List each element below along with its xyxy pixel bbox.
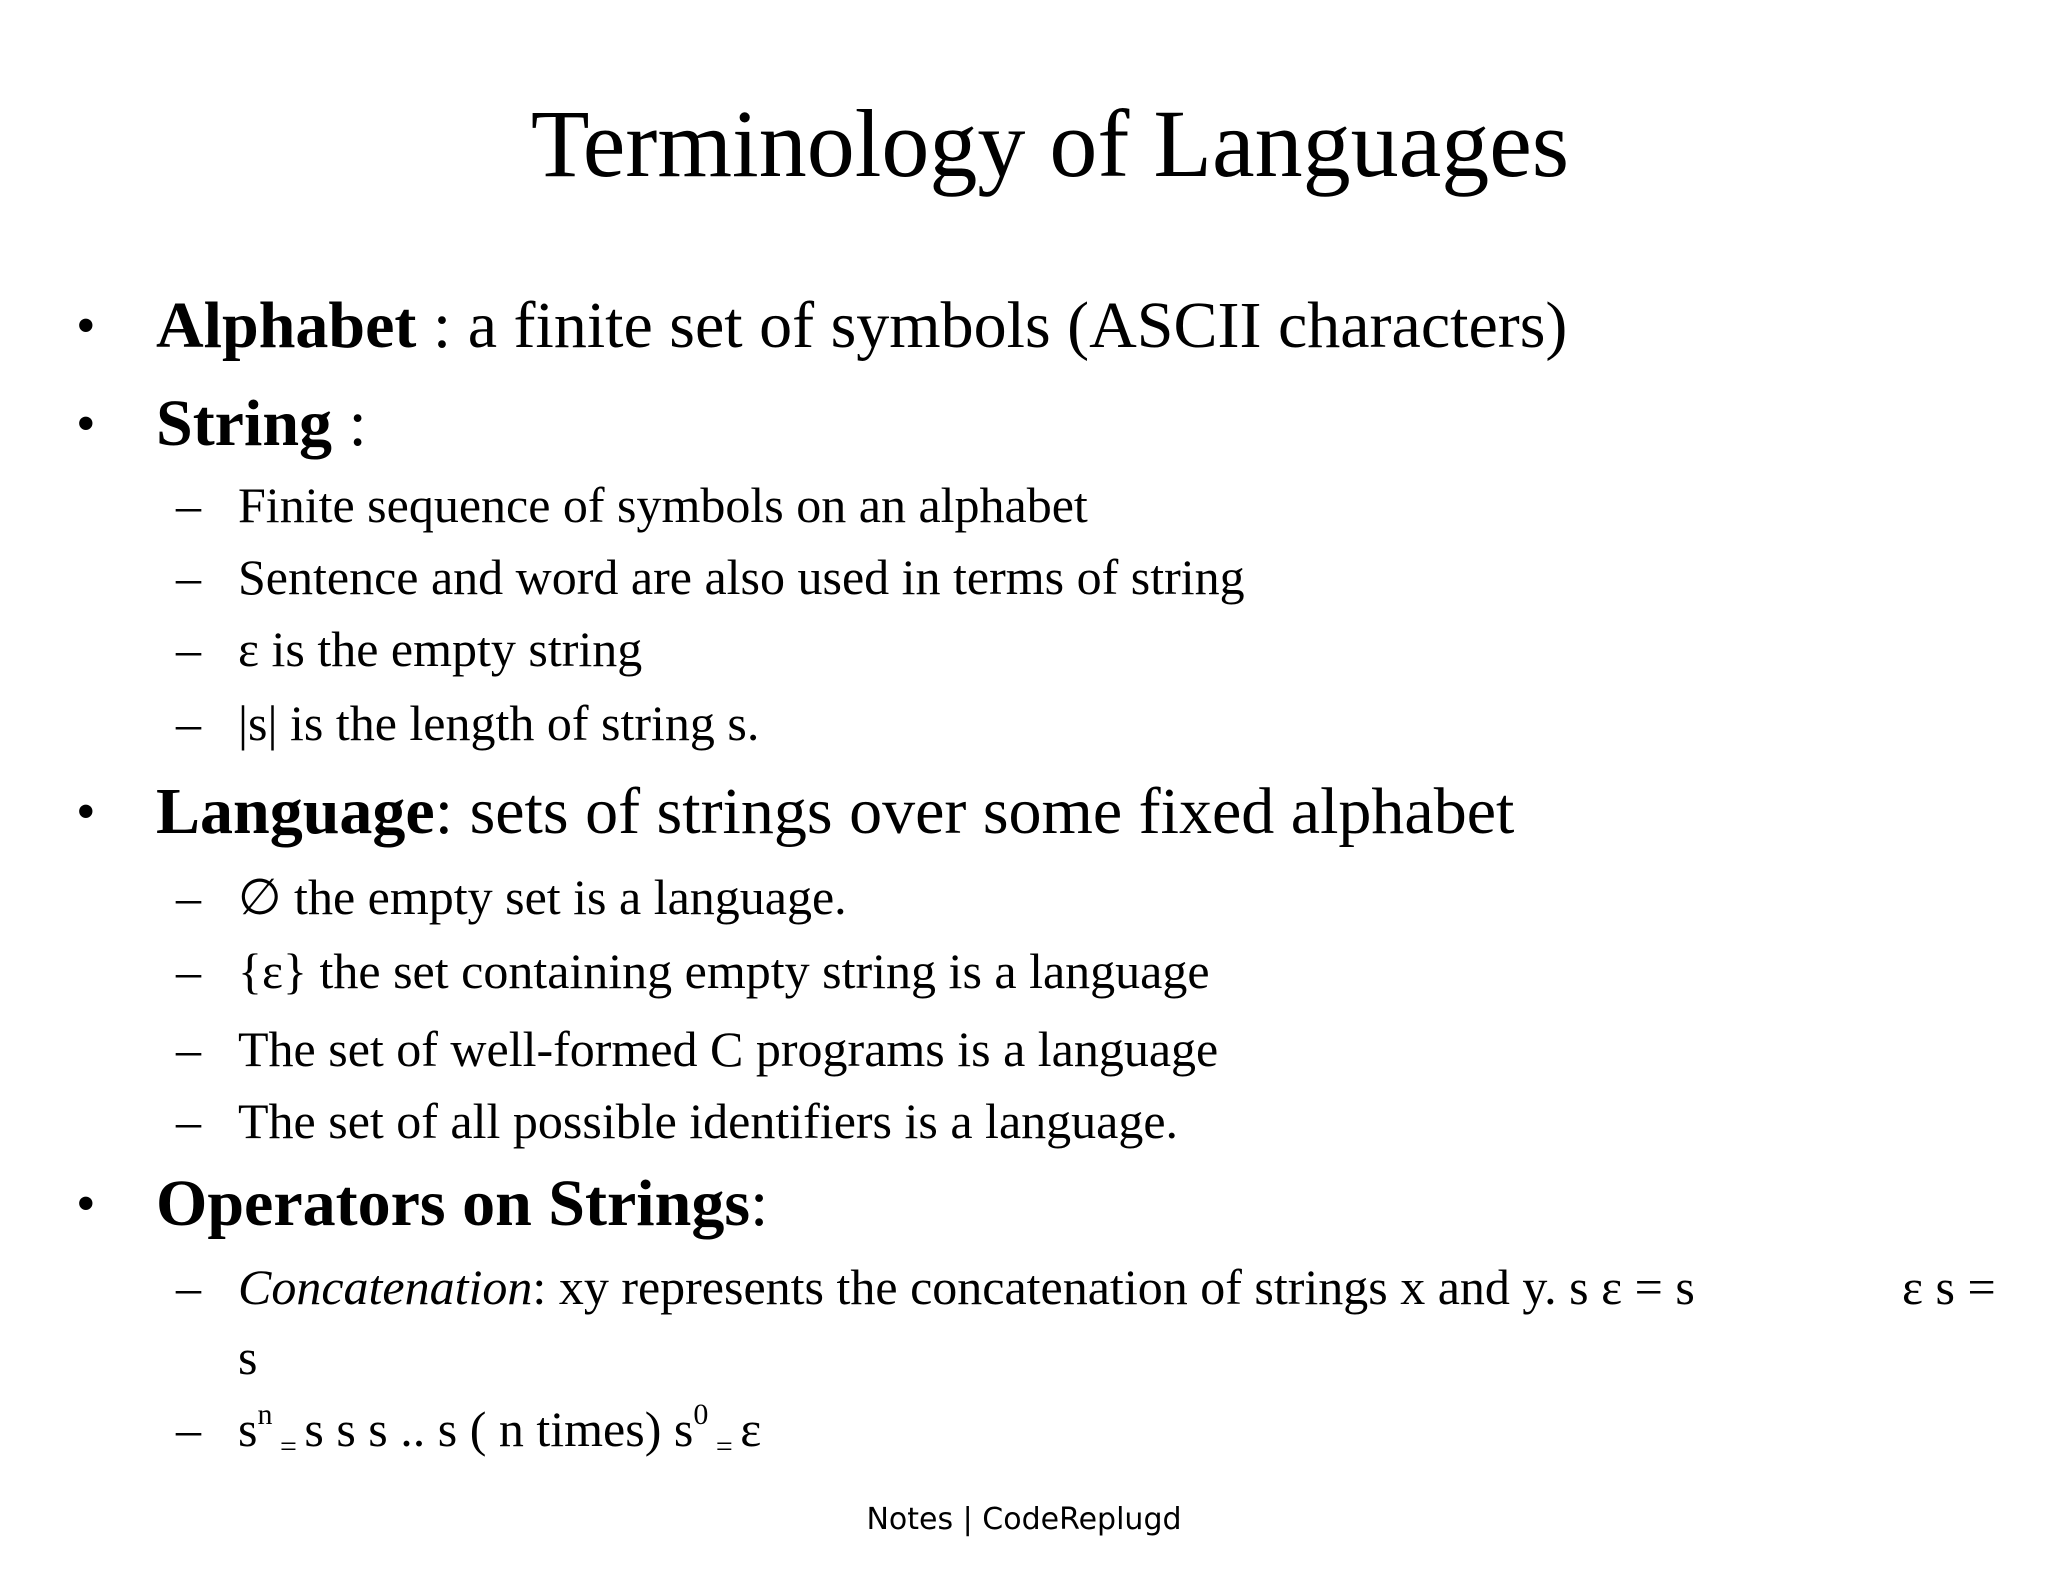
dash: – [176, 869, 201, 925]
footer-watermark: Notes | CodeReplugd [866, 1502, 1182, 1537]
bullet-string: • [76, 393, 96, 455]
dash: – [176, 1401, 201, 1457]
power-item [238, 1398, 761, 1468]
alphabet-term: Alphabet [156, 289, 417, 362]
dash: – [176, 477, 201, 533]
alphabet-text: : a finite set of symbols (ASCII characters) [416, 289, 1568, 362]
operators-text: : [750, 1167, 769, 1240]
string-item: ε is the empty string [238, 621, 643, 677]
power-middle: s s s .. s ( n times) s [304, 1401, 694, 1457]
dash: – [176, 621, 201, 677]
power-base: s [238, 1401, 258, 1457]
power-tail: ε [740, 1401, 762, 1457]
string-item: |s| is the length of string s. [238, 695, 760, 751]
operators-heading [156, 1164, 768, 1244]
alphabet-definition [156, 286, 1567, 366]
concatenation-text: : xy represents the concatenation of strings x and y. s ε = s [532, 1259, 1695, 1315]
string-heading [156, 384, 367, 464]
language-text: : sets of strings over some fixed alphabet [434, 775, 1515, 848]
dash: – [176, 1259, 201, 1315]
dash: – [176, 1093, 201, 1149]
concatenation-wrap: s [238, 1329, 258, 1385]
bullet-alphabet: • [76, 295, 96, 357]
language-item: ∅ the empty set is a language. [238, 869, 847, 925]
bullet-operators: • [76, 1173, 96, 1235]
language-item: The set of all possible identifiers is a language. [238, 1093, 1179, 1149]
string-item: Finite sequence of symbols on an alphabet [238, 477, 1088, 533]
language-item: {ε} the set containing empty string is a language [238, 943, 1210, 999]
bullet-language: • [76, 781, 96, 843]
string-term: String [156, 387, 333, 460]
operators-term: Operators on Strings [156, 1167, 750, 1240]
language-definition [156, 772, 1514, 852]
concatenation-text-right: ε s = [1902, 1259, 1996, 1315]
concatenation-item [238, 1256, 1695, 1318]
power-exponent-0: 0 [693, 1398, 709, 1431]
string-text: : [332, 387, 367, 460]
dash: – [176, 1021, 201, 1077]
power-equals: = [272, 1430, 305, 1463]
dash: – [176, 943, 201, 999]
dash: – [176, 549, 201, 605]
dash: – [176, 695, 201, 751]
language-item: The set of well-formed C programs is a language [238, 1021, 1219, 1077]
slide-title: Terminology of Languages [530, 90, 1570, 197]
power-equals-2: = [708, 1430, 741, 1463]
concatenation-label: Concatenation [238, 1259, 533, 1315]
string-item: Sentence and word are also used in terms of string [238, 549, 1245, 605]
power-exponent-n: n [257, 1398, 273, 1431]
language-term: Language [156, 775, 435, 848]
